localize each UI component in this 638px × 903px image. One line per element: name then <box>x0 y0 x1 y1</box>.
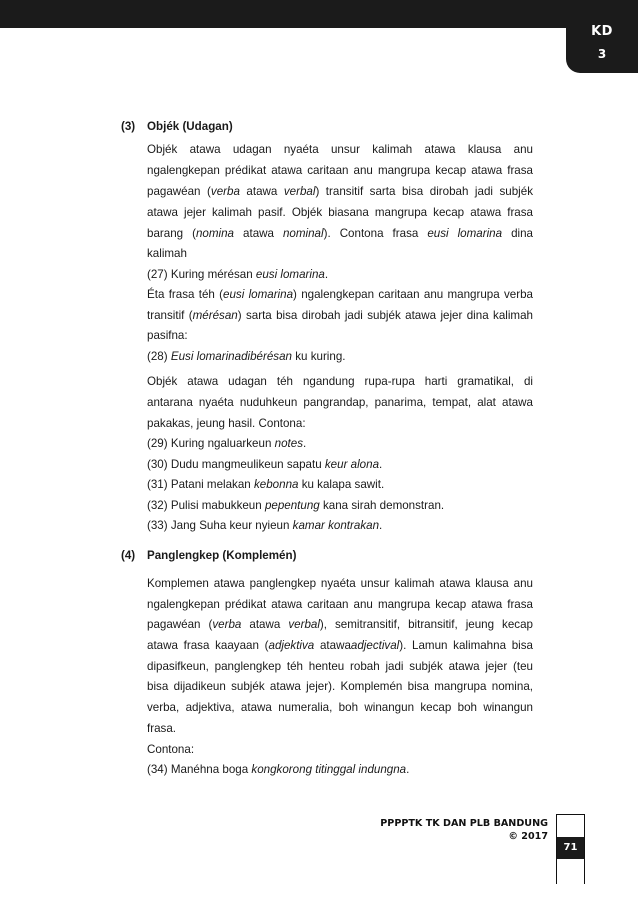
italic-term: mérésan <box>192 309 238 322</box>
text-line <box>147 660 533 673</box>
text-line <box>147 743 533 756</box>
italic-term: verbal <box>288 618 320 631</box>
text-segment: pagawéan ( <box>147 618 213 631</box>
text-line <box>147 618 533 631</box>
text-segment: Objék atawa udagan téh ngandung rupa-rupa harti gramatikal, di <box>147 375 533 388</box>
text-segment: antarana nyaéta nuduhkeun pangrandap, panarima, tempat, alat atawa <box>147 396 533 409</box>
text-segment: atawa <box>239 185 284 198</box>
text-segment: verba, adjektiva, atawa numeralia, boh winangun kecap boh winangun <box>147 701 533 714</box>
page-number-box <box>556 814 585 884</box>
text-line <box>147 598 533 611</box>
text-line <box>147 458 533 471</box>
text-segment: bisa dijadikeun subjék atawa jejer). Komplemén bisa mangrupa nomina, <box>147 680 533 693</box>
text-segment: kalimah <box>147 247 187 260</box>
section-number: (4) <box>121 549 136 562</box>
text-segment: (33) Jang Suha keur nyieun <box>147 519 293 532</box>
italic-term: eusi lomarina <box>427 227 503 240</box>
section-number: (3) <box>121 120 136 133</box>
text-segment: atawa <box>234 227 283 240</box>
text-line <box>147 185 533 198</box>
text-segment: (28) <box>147 350 171 363</box>
text-segment: transitif ( <box>147 309 193 322</box>
text-segment: Contona: <box>147 743 195 756</box>
text-segment: ) sarta bisa dirobah jadi subjék atawa jejer dina kalimah <box>237 309 533 322</box>
text-line <box>147 268 533 281</box>
italic-term: adjektiva <box>268 639 315 652</box>
text-segment: ) ngalengkepan caritaan anu mangrupa verba <box>293 288 533 301</box>
text-segment: pagawéan ( <box>147 185 211 198</box>
text-segment: (32) Pulisi mabukkeun <box>147 499 265 512</box>
italic-term: verba <box>210 185 240 198</box>
text-line <box>147 164 533 177</box>
text-segment: Komplemen atawa panglengkep nyaéta unsur kalimah atawa klausa anu <box>147 577 533 590</box>
text-segment: atawa <box>314 639 351 652</box>
text-segment: kana sirah demonstran. <box>319 499 445 512</box>
text-line <box>147 143 533 156</box>
text-segment: Objék atawa udagan nyaéta unsur kalimah atawa klausa anu <box>147 143 533 156</box>
text-segment: dina <box>502 227 534 240</box>
text-line <box>147 206 533 219</box>
text-line <box>147 639 533 652</box>
text-segment: atawa <box>241 618 289 631</box>
text-segment: pakakas, jeung hasil. Contona: <box>147 417 306 430</box>
text-line <box>147 417 533 430</box>
italic-term: verbal <box>283 185 316 198</box>
text-segment: (30) Dudu mangmeulikeun sapatu <box>147 458 325 471</box>
italic-term: nominal <box>282 227 324 240</box>
italic-term: verba <box>212 618 242 631</box>
page-number: 71 <box>557 837 584 859</box>
text-segment: . <box>379 458 383 471</box>
text-segment: frasa. <box>147 722 176 735</box>
text-segment: atawa jejer kalimah pasif. Objék biasana mangrupa kecap atawa frasa <box>147 206 533 219</box>
text-segment: . <box>324 268 329 281</box>
text-line <box>147 247 533 260</box>
text-segment: (29) Kuring ngaluarkeun <box>147 437 275 450</box>
italic-term: kongkorong titinggal indungna <box>251 763 407 776</box>
text-segment: ) transitif sarta bisa dirobah jadi subjék <box>315 185 533 198</box>
text-segment: ku kuring. <box>292 350 346 363</box>
text-line <box>147 375 533 388</box>
text-line <box>147 577 533 590</box>
text-line <box>147 763 533 776</box>
text-line <box>147 478 533 491</box>
text-segment: Éta frasa téh ( <box>147 288 224 301</box>
italic-term: kebonna <box>253 478 299 491</box>
text-line <box>147 519 533 532</box>
text-segment: ku kalapa sawit. <box>298 478 385 491</box>
text-segment: ngalengkepan prédikat atawa caritaan anu mangrupa kecap atawa frasa <box>147 164 533 177</box>
text-line <box>147 350 533 363</box>
italic-term: nomina <box>195 227 235 240</box>
italic-term: eusi lomarina <box>255 268 325 281</box>
text-segment: dipasifkeun, panglengkep téh henteu robah jadi subjék atawa jejer (teu <box>147 660 533 673</box>
italic-term: eusi lomarina <box>223 288 294 301</box>
section-heading <box>121 549 296 562</box>
italic-term: keur alona <box>324 458 380 471</box>
text-segment: ). Lamun kalimahna bisa <box>399 639 533 652</box>
text-line <box>147 680 533 693</box>
text-line <box>147 227 533 240</box>
text-segment: ), semitransitif, bitransitif, jeung kecap <box>319 618 533 631</box>
italic-term: adjectival <box>350 639 400 652</box>
section-heading <box>121 120 233 133</box>
text-segment: (34) Manéhna boga <box>147 763 252 776</box>
text-line <box>147 701 533 714</box>
kd-label: KD <box>591 24 613 39</box>
text-segment: . <box>406 763 410 776</box>
text-segment: barang ( <box>147 227 196 240</box>
text-segment: (31) Patani melakan <box>147 478 254 491</box>
text-line <box>147 437 533 450</box>
text-segment: atawa frasa kaayaan ( <box>147 639 269 652</box>
text-segment: ). Contona frasa <box>323 227 428 240</box>
kd-number: 3 <box>597 47 607 61</box>
footer-copyright: © 2017 <box>508 831 548 842</box>
text-line <box>147 309 533 322</box>
section-title: Panglengkep (Komplemén) <box>147 549 297 562</box>
text-segment: . <box>379 519 383 532</box>
italic-term: notes <box>274 437 303 450</box>
italic-term: kamar kontrakan <box>292 519 380 532</box>
text-line <box>147 722 533 735</box>
text-segment: pasifna: <box>147 329 188 342</box>
text-segment: ngalengkepan prédikat atawa caritaan anu mangrupa kecap atawa frasa <box>147 598 533 611</box>
text-line <box>147 396 533 409</box>
text-segment: (27) Kuring mérésan <box>147 268 256 281</box>
text-line <box>147 499 533 512</box>
text-line <box>147 329 533 342</box>
footer-institution: PPPPTK TK DAN PLB BANDUNG <box>380 818 548 829</box>
text-line <box>147 288 533 301</box>
italic-term: Eusi lomarinadibérésan <box>170 350 293 363</box>
text-segment: . <box>303 437 307 450</box>
section-title: Objék (Udagan) <box>147 120 233 133</box>
italic-term: pepentung <box>264 499 320 512</box>
